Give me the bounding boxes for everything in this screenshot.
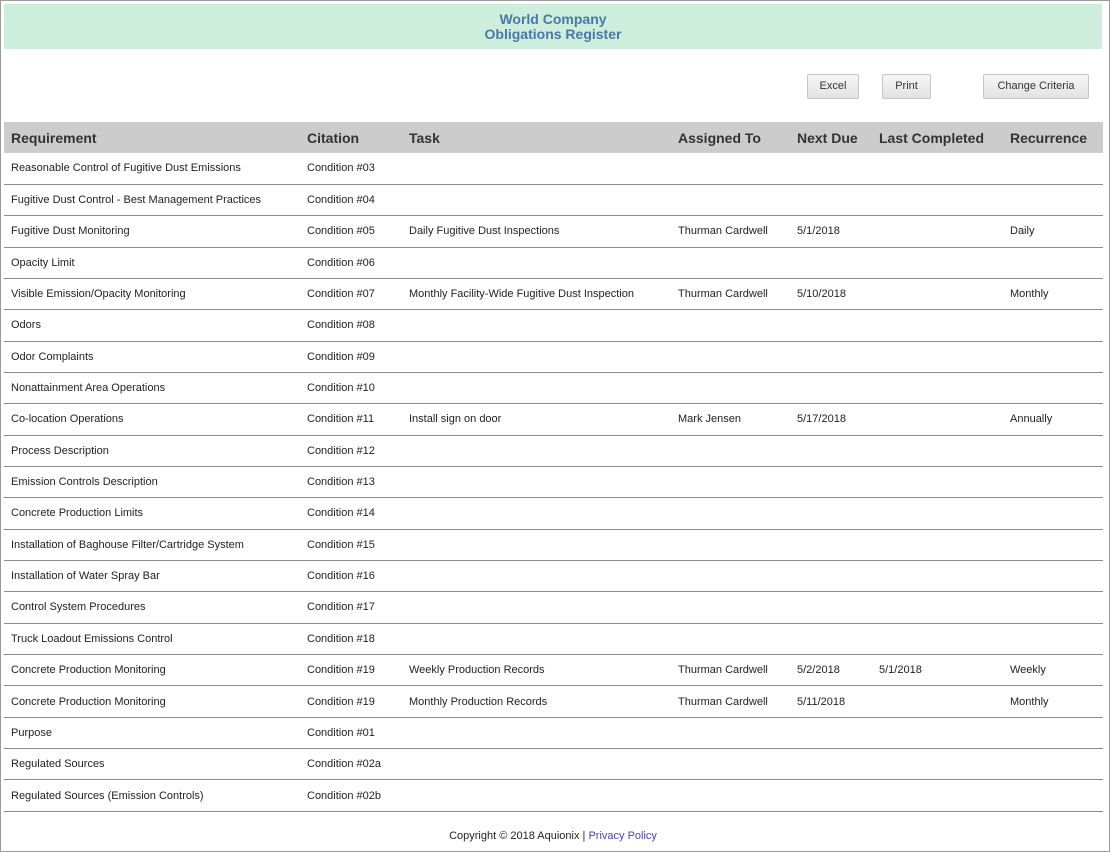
cell-citation: Condition #04 bbox=[307, 194, 375, 207]
cell-recurrence bbox=[1003, 247, 1103, 278]
table-row bbox=[4, 184, 1103, 215]
cell-assigned-to bbox=[671, 592, 790, 623]
cell-next-due bbox=[790, 310, 872, 341]
register-title: Obligations Register bbox=[484, 26, 622, 42]
cell-requirement: Fugitive Dust Monitoring bbox=[11, 225, 130, 238]
table-row bbox=[4, 278, 1103, 309]
cell-recurrence: Weekly bbox=[1010, 664, 1046, 677]
cell-recurrence bbox=[1003, 498, 1103, 529]
cell-requirement: Visible Emission/Opacity Monitoring bbox=[11, 288, 186, 301]
table-row bbox=[4, 623, 1103, 654]
excel-button[interactable]: Excel bbox=[807, 74, 859, 99]
cell-next-due: 5/17/2018 bbox=[797, 413, 846, 426]
table-row bbox=[4, 372, 1103, 403]
cell-recurrence bbox=[1003, 623, 1103, 654]
cell-requirement: Installation of Water Spray Bar bbox=[11, 570, 160, 583]
cell-task bbox=[402, 372, 671, 403]
cell-requirement: Truck Loadout Emissions Control bbox=[11, 632, 173, 645]
cell-citation: Condition #10 bbox=[307, 382, 375, 395]
column-header-citation: Citation bbox=[307, 129, 360, 146]
cell-last-completed bbox=[872, 717, 1003, 748]
cell-citation: Condition #12 bbox=[307, 444, 375, 457]
cell-last-completed bbox=[872, 341, 1003, 372]
table-row bbox=[4, 466, 1103, 497]
column-header-next-due: Next Due bbox=[797, 129, 858, 146]
page-header-banner bbox=[4, 4, 1102, 49]
column-header-recurrence: Recurrence bbox=[1010, 129, 1088, 146]
cell-citation: Condition #08 bbox=[307, 319, 375, 332]
cell-recurrence bbox=[1003, 717, 1103, 748]
cell-assigned-to bbox=[671, 498, 790, 529]
cell-citation: Condition #05 bbox=[307, 225, 375, 238]
cell-requirement: Control System Procedures bbox=[11, 601, 146, 614]
cell-citation: Condition #03 bbox=[307, 162, 375, 175]
cell-citation: Condition #17 bbox=[307, 601, 375, 614]
cell-assigned-to bbox=[671, 153, 790, 184]
cell-last-completed bbox=[872, 153, 1003, 184]
cell-requirement: Reasonable Control of Fugitive Dust Emissions bbox=[11, 162, 241, 175]
cell-requirement: Concrete Production Limits bbox=[11, 507, 144, 520]
table-row bbox=[4, 560, 1103, 591]
cell-task bbox=[402, 153, 671, 184]
cell-last-completed: 5/1/2018 bbox=[879, 664, 922, 677]
cell-assigned-to bbox=[671, 247, 790, 278]
cell-citation: Condition #01 bbox=[307, 726, 375, 739]
cell-requirement: Concrete Production Monitoring bbox=[11, 695, 166, 708]
cell-citation: Condition #09 bbox=[307, 350, 375, 363]
cell-requirement: Odors bbox=[11, 319, 41, 332]
cell-task bbox=[402, 184, 671, 215]
cell-assigned-to bbox=[671, 372, 790, 403]
cell-last-completed bbox=[872, 247, 1003, 278]
cell-next-due bbox=[790, 435, 872, 466]
column-header-last-completed: Last Completed bbox=[879, 129, 985, 146]
table-row bbox=[4, 655, 1103, 686]
cell-citation: Condition #07 bbox=[307, 288, 375, 301]
cell-next-due bbox=[790, 184, 872, 215]
cell-task bbox=[402, 717, 671, 748]
column-header-task: Task bbox=[409, 129, 440, 146]
cell-requirement: Odor Complaints bbox=[11, 350, 94, 363]
cell-recurrence bbox=[1003, 341, 1103, 372]
cell-assigned-to: Thurman Cardwell bbox=[678, 225, 768, 238]
cell-citation: Condition #11 bbox=[307, 413, 375, 426]
cell-last-completed bbox=[872, 498, 1003, 529]
table-row bbox=[4, 717, 1103, 748]
cell-recurrence: Monthly bbox=[1010, 695, 1049, 708]
cell-recurrence bbox=[1003, 153, 1103, 184]
cell-last-completed bbox=[872, 310, 1003, 341]
cell-recurrence: Daily bbox=[1010, 225, 1035, 238]
cell-last-completed bbox=[872, 466, 1003, 497]
cell-recurrence: Monthly bbox=[1010, 288, 1049, 301]
cell-citation: Condition #19 bbox=[307, 695, 375, 708]
cell-recurrence bbox=[1003, 592, 1103, 623]
table-body bbox=[4, 153, 1103, 811]
cell-assigned-to: Thurman Cardwell bbox=[678, 664, 768, 677]
cell-citation: Condition #18 bbox=[307, 632, 375, 645]
company-title: World Company bbox=[499, 11, 607, 27]
cell-next-due: 5/2/2018 bbox=[797, 664, 840, 677]
cell-assigned-to bbox=[671, 560, 790, 591]
cell-requirement: Installation of Baghouse Filter/Cartridge System bbox=[11, 538, 244, 551]
cell-task bbox=[402, 498, 671, 529]
cell-assigned-to bbox=[671, 341, 790, 372]
cell-requirement: Nonattainment Area Operations bbox=[11, 382, 166, 395]
table-row bbox=[4, 686, 1103, 717]
table-row bbox=[4, 404, 1103, 435]
cell-recurrence: Annually bbox=[1010, 413, 1053, 426]
cell-task: Monthly Production Records bbox=[409, 695, 548, 708]
table-row bbox=[4, 435, 1103, 466]
footer bbox=[1, 830, 1105, 842]
cell-next-due bbox=[790, 623, 872, 654]
cell-task bbox=[402, 466, 671, 497]
cell-assigned-to bbox=[671, 749, 790, 780]
cell-last-completed bbox=[872, 278, 1003, 309]
table-row bbox=[4, 310, 1103, 341]
cell-requirement: Fugitive Dust Control - Best Management Practices bbox=[11, 194, 262, 207]
copyright-text: Copyright © 2018 Aquionix bbox=[449, 830, 580, 842]
cell-next-due bbox=[790, 780, 872, 811]
cell-recurrence bbox=[1003, 435, 1103, 466]
cell-task bbox=[402, 435, 671, 466]
footer-separator: | bbox=[579, 830, 589, 842]
cell-requirement: Process Description bbox=[11, 444, 109, 457]
cell-citation: Condition #15 bbox=[307, 538, 375, 551]
cell-assigned-to bbox=[671, 435, 790, 466]
cell-next-due bbox=[790, 749, 872, 780]
cell-task bbox=[402, 780, 671, 811]
cell-last-completed bbox=[872, 184, 1003, 215]
cell-next-due bbox=[790, 529, 872, 560]
table-row bbox=[4, 216, 1103, 247]
cell-requirement: Opacity Limit bbox=[11, 256, 75, 269]
cell-task bbox=[402, 560, 671, 591]
cell-requirement: Purpose bbox=[11, 726, 52, 739]
cell-next-due bbox=[790, 247, 872, 278]
cell-last-completed bbox=[872, 592, 1003, 623]
cell-recurrence bbox=[1003, 184, 1103, 215]
table-row bbox=[4, 592, 1103, 623]
cell-citation: Condition #02a bbox=[307, 758, 382, 771]
cell-last-completed bbox=[872, 404, 1003, 435]
cell-next-due bbox=[790, 560, 872, 591]
cell-next-due bbox=[790, 717, 872, 748]
table-row bbox=[4, 529, 1103, 560]
cell-last-completed bbox=[872, 623, 1003, 654]
cell-task bbox=[402, 529, 671, 560]
cell-task bbox=[402, 310, 671, 341]
cell-last-completed bbox=[872, 216, 1003, 247]
cell-recurrence bbox=[1003, 529, 1103, 560]
cell-recurrence bbox=[1003, 310, 1103, 341]
cell-task: Install sign on door bbox=[409, 413, 502, 426]
cell-assigned-to bbox=[671, 310, 790, 341]
cell-next-due: 5/1/2018 bbox=[797, 225, 840, 238]
table-row bbox=[4, 498, 1103, 529]
cell-assigned-to: Thurman Cardwell bbox=[678, 288, 768, 301]
cell-recurrence bbox=[1003, 372, 1103, 403]
cell-assigned-to bbox=[671, 466, 790, 497]
cell-requirement: Emission Controls Description bbox=[11, 476, 158, 489]
cell-citation: Condition #06 bbox=[307, 256, 375, 269]
cell-citation: Condition #02b bbox=[307, 789, 382, 802]
toolbar bbox=[1, 74, 1109, 99]
column-header-requirement: Requirement bbox=[11, 129, 97, 146]
cell-recurrence bbox=[1003, 780, 1103, 811]
table-header-row bbox=[4, 122, 1103, 153]
cell-last-completed bbox=[872, 686, 1003, 717]
cell-task bbox=[402, 749, 671, 780]
cell-last-completed bbox=[872, 435, 1003, 466]
change-criteria-button[interactable]: Change Criteria bbox=[983, 74, 1089, 99]
cell-recurrence bbox=[1003, 749, 1103, 780]
cell-last-completed bbox=[872, 560, 1003, 591]
cell-citation: Condition #16 bbox=[307, 570, 375, 583]
table-row bbox=[4, 341, 1103, 372]
cell-citation: Condition #14 bbox=[307, 507, 375, 520]
cell-citation: Condition #13 bbox=[307, 476, 375, 489]
cell-requirement: Co-location Operations bbox=[11, 413, 124, 426]
table-row bbox=[4, 780, 1103, 811]
cell-task bbox=[402, 592, 671, 623]
cell-assigned-to bbox=[671, 623, 790, 654]
cell-task bbox=[402, 341, 671, 372]
cell-task: Daily Fugitive Dust Inspections bbox=[409, 225, 560, 238]
cell-next-due bbox=[790, 341, 872, 372]
cell-next-due bbox=[790, 153, 872, 184]
cell-assigned-to: Mark Jensen bbox=[678, 413, 741, 426]
cell-assigned-to bbox=[671, 529, 790, 560]
cell-next-due bbox=[790, 466, 872, 497]
cell-task bbox=[402, 623, 671, 654]
cell-next-due: 5/11/2018 bbox=[797, 695, 846, 708]
cell-next-due bbox=[790, 498, 872, 529]
cell-recurrence bbox=[1003, 560, 1103, 591]
column-header-assigned-to: Assigned To bbox=[678, 129, 761, 146]
obligations-table bbox=[4, 122, 1103, 812]
cell-assigned-to: Thurman Cardwell bbox=[678, 695, 768, 708]
table-row bbox=[4, 749, 1103, 780]
cell-last-completed bbox=[872, 749, 1003, 780]
cell-last-completed bbox=[872, 372, 1003, 403]
cell-requirement: Regulated Sources bbox=[11, 758, 105, 771]
cell-next-due: 5/10/2018 bbox=[797, 288, 846, 301]
cell-task: Weekly Production Records bbox=[409, 664, 545, 677]
cell-next-due bbox=[790, 592, 872, 623]
cell-assigned-to bbox=[671, 717, 790, 748]
cell-last-completed bbox=[872, 780, 1003, 811]
cell-requirement: Concrete Production Monitoring bbox=[11, 664, 166, 677]
cell-task bbox=[402, 247, 671, 278]
cell-last-completed bbox=[872, 529, 1003, 560]
cell-requirement: Regulated Sources (Emission Controls) bbox=[11, 789, 204, 802]
cell-assigned-to bbox=[671, 184, 790, 215]
print-button[interactable]: Print bbox=[882, 74, 931, 99]
table-row bbox=[4, 247, 1103, 278]
cell-citation: Condition #19 bbox=[307, 664, 375, 677]
cell-recurrence bbox=[1003, 466, 1103, 497]
privacy-policy-link[interactable]: Privacy Policy bbox=[588, 830, 657, 842]
cell-assigned-to bbox=[671, 780, 790, 811]
table-row bbox=[4, 153, 1103, 184]
cell-task: Monthly Facility-Wide Fugitive Dust Inspection bbox=[409, 288, 634, 301]
cell-next-due bbox=[790, 372, 872, 403]
